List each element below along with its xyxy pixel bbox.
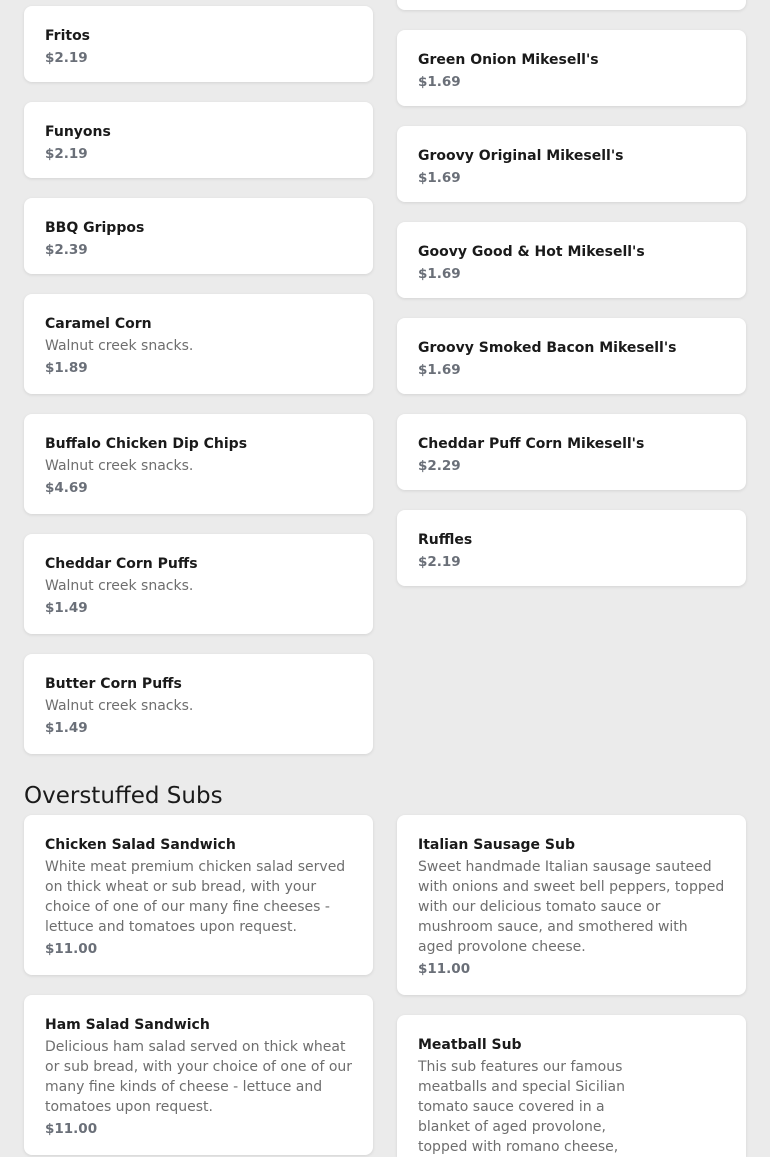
item-name: Italian Sausage Sub [418, 837, 575, 853]
item-name: Groovy Original Mikesell's [418, 148, 624, 164]
menu-item-card[interactable] [24, 102, 373, 178]
menu-item-card[interactable] [397, 414, 746, 490]
menu-item-card[interactable] [397, 126, 746, 202]
menu-item-card[interactable] [24, 198, 373, 274]
item-name: BBQ Grippos [45, 220, 145, 236]
menu-item-card[interactable] [24, 6, 373, 82]
item-name: Fritos [45, 28, 91, 44]
menu-item-card[interactable] [24, 414, 373, 514]
item-price: $11.00 [45, 1121, 98, 1137]
menu-item-card[interactable] [24, 815, 373, 975]
item-price: $2.29 [418, 458, 461, 474]
item-name: Cheddar Corn Puffs [45, 556, 198, 572]
menu-item-card[interactable] [397, 318, 746, 394]
item-name: Green Onion Mikesell's [418, 52, 599, 68]
menu-item-card[interactable] [397, 30, 746, 106]
item-price: $11.00 [418, 961, 471, 977]
item-price: $4.69 [45, 480, 88, 496]
item-name: Butter Corn Puffs [45, 676, 182, 692]
item-price: $2.19 [418, 554, 461, 570]
section-title: Overstuffed Subs [24, 783, 223, 809]
item-price: $2.19 [45, 50, 88, 66]
item-name: Meatball Sub [418, 1037, 522, 1053]
menu-item-card[interactable] [397, 815, 746, 995]
item-price: $1.49 [45, 600, 88, 616]
item-description: Delicious ham salad served on thick wheat or sub bread, with your choice of one of our many fine kinds of cheese - lettuce and tomatoes upon request. [45, 1039, 353, 1115]
item-description: Sweet handmade Italian sausage sauteed with onions and sweet bell peppers, topped with our delicious tomato sauce or mushroom sauce, and smothered with aged provolone cheese. [418, 859, 725, 955]
item-price: $11.00 [45, 941, 98, 957]
item-name: Buffalo Chicken Dip Chips [45, 436, 248, 452]
item-description: Walnut creek snacks. [45, 458, 194, 474]
item-description: Walnut creek snacks. [45, 338, 194, 354]
item-price: $1.89 [45, 360, 88, 376]
item-price: $2.19 [45, 146, 88, 162]
menu-item-card[interactable] [397, 510, 746, 586]
item-price: $1.69 [418, 74, 461, 90]
menu-item-card[interactable] [397, 1015, 746, 1157]
item-description: White meat premium chicken salad served on thick wheat or sub bread, with your choice of one of our many fine cheeses - lettuce and tomatoes upon request. [45, 859, 346, 935]
menu-item-card[interactable] [24, 654, 373, 754]
menu-item-card-partial[interactable] [397, 0, 746, 10]
item-name: Funyons [45, 124, 111, 140]
item-name: Cheddar Puff Corn Mikesell's [418, 436, 645, 452]
item-price: $2.39 [45, 242, 88, 258]
item-description: Walnut creek snacks. [45, 698, 194, 714]
item-name: Caramel Corn [45, 316, 152, 332]
item-price: $1.69 [418, 362, 461, 378]
menu-item-card[interactable] [24, 995, 373, 1155]
item-price: $1.69 [418, 266, 461, 282]
menu-item-card[interactable] [397, 222, 746, 298]
item-name: Ham Salad Sandwich [45, 1017, 210, 1033]
item-name: Goovy Good & Hot Mikesell's [418, 244, 645, 260]
item-name: Groovy Smoked Bacon Mikesell's [418, 340, 677, 356]
menu-item-card[interactable] [24, 534, 373, 634]
item-name: Ruffles [418, 532, 473, 548]
item-description: Walnut creek snacks. [45, 578, 194, 594]
item-name: Chicken Salad Sandwich [45, 837, 236, 853]
item-price: $1.69 [418, 170, 461, 186]
menu-item-card[interactable] [24, 294, 373, 394]
item-price: $1.49 [45, 720, 88, 736]
item-description: This sub features our famous meatballs and special Sicilian tomato sauce covered in a blanket of aged provolone, topped with romano cheese, [418, 1059, 625, 1155]
